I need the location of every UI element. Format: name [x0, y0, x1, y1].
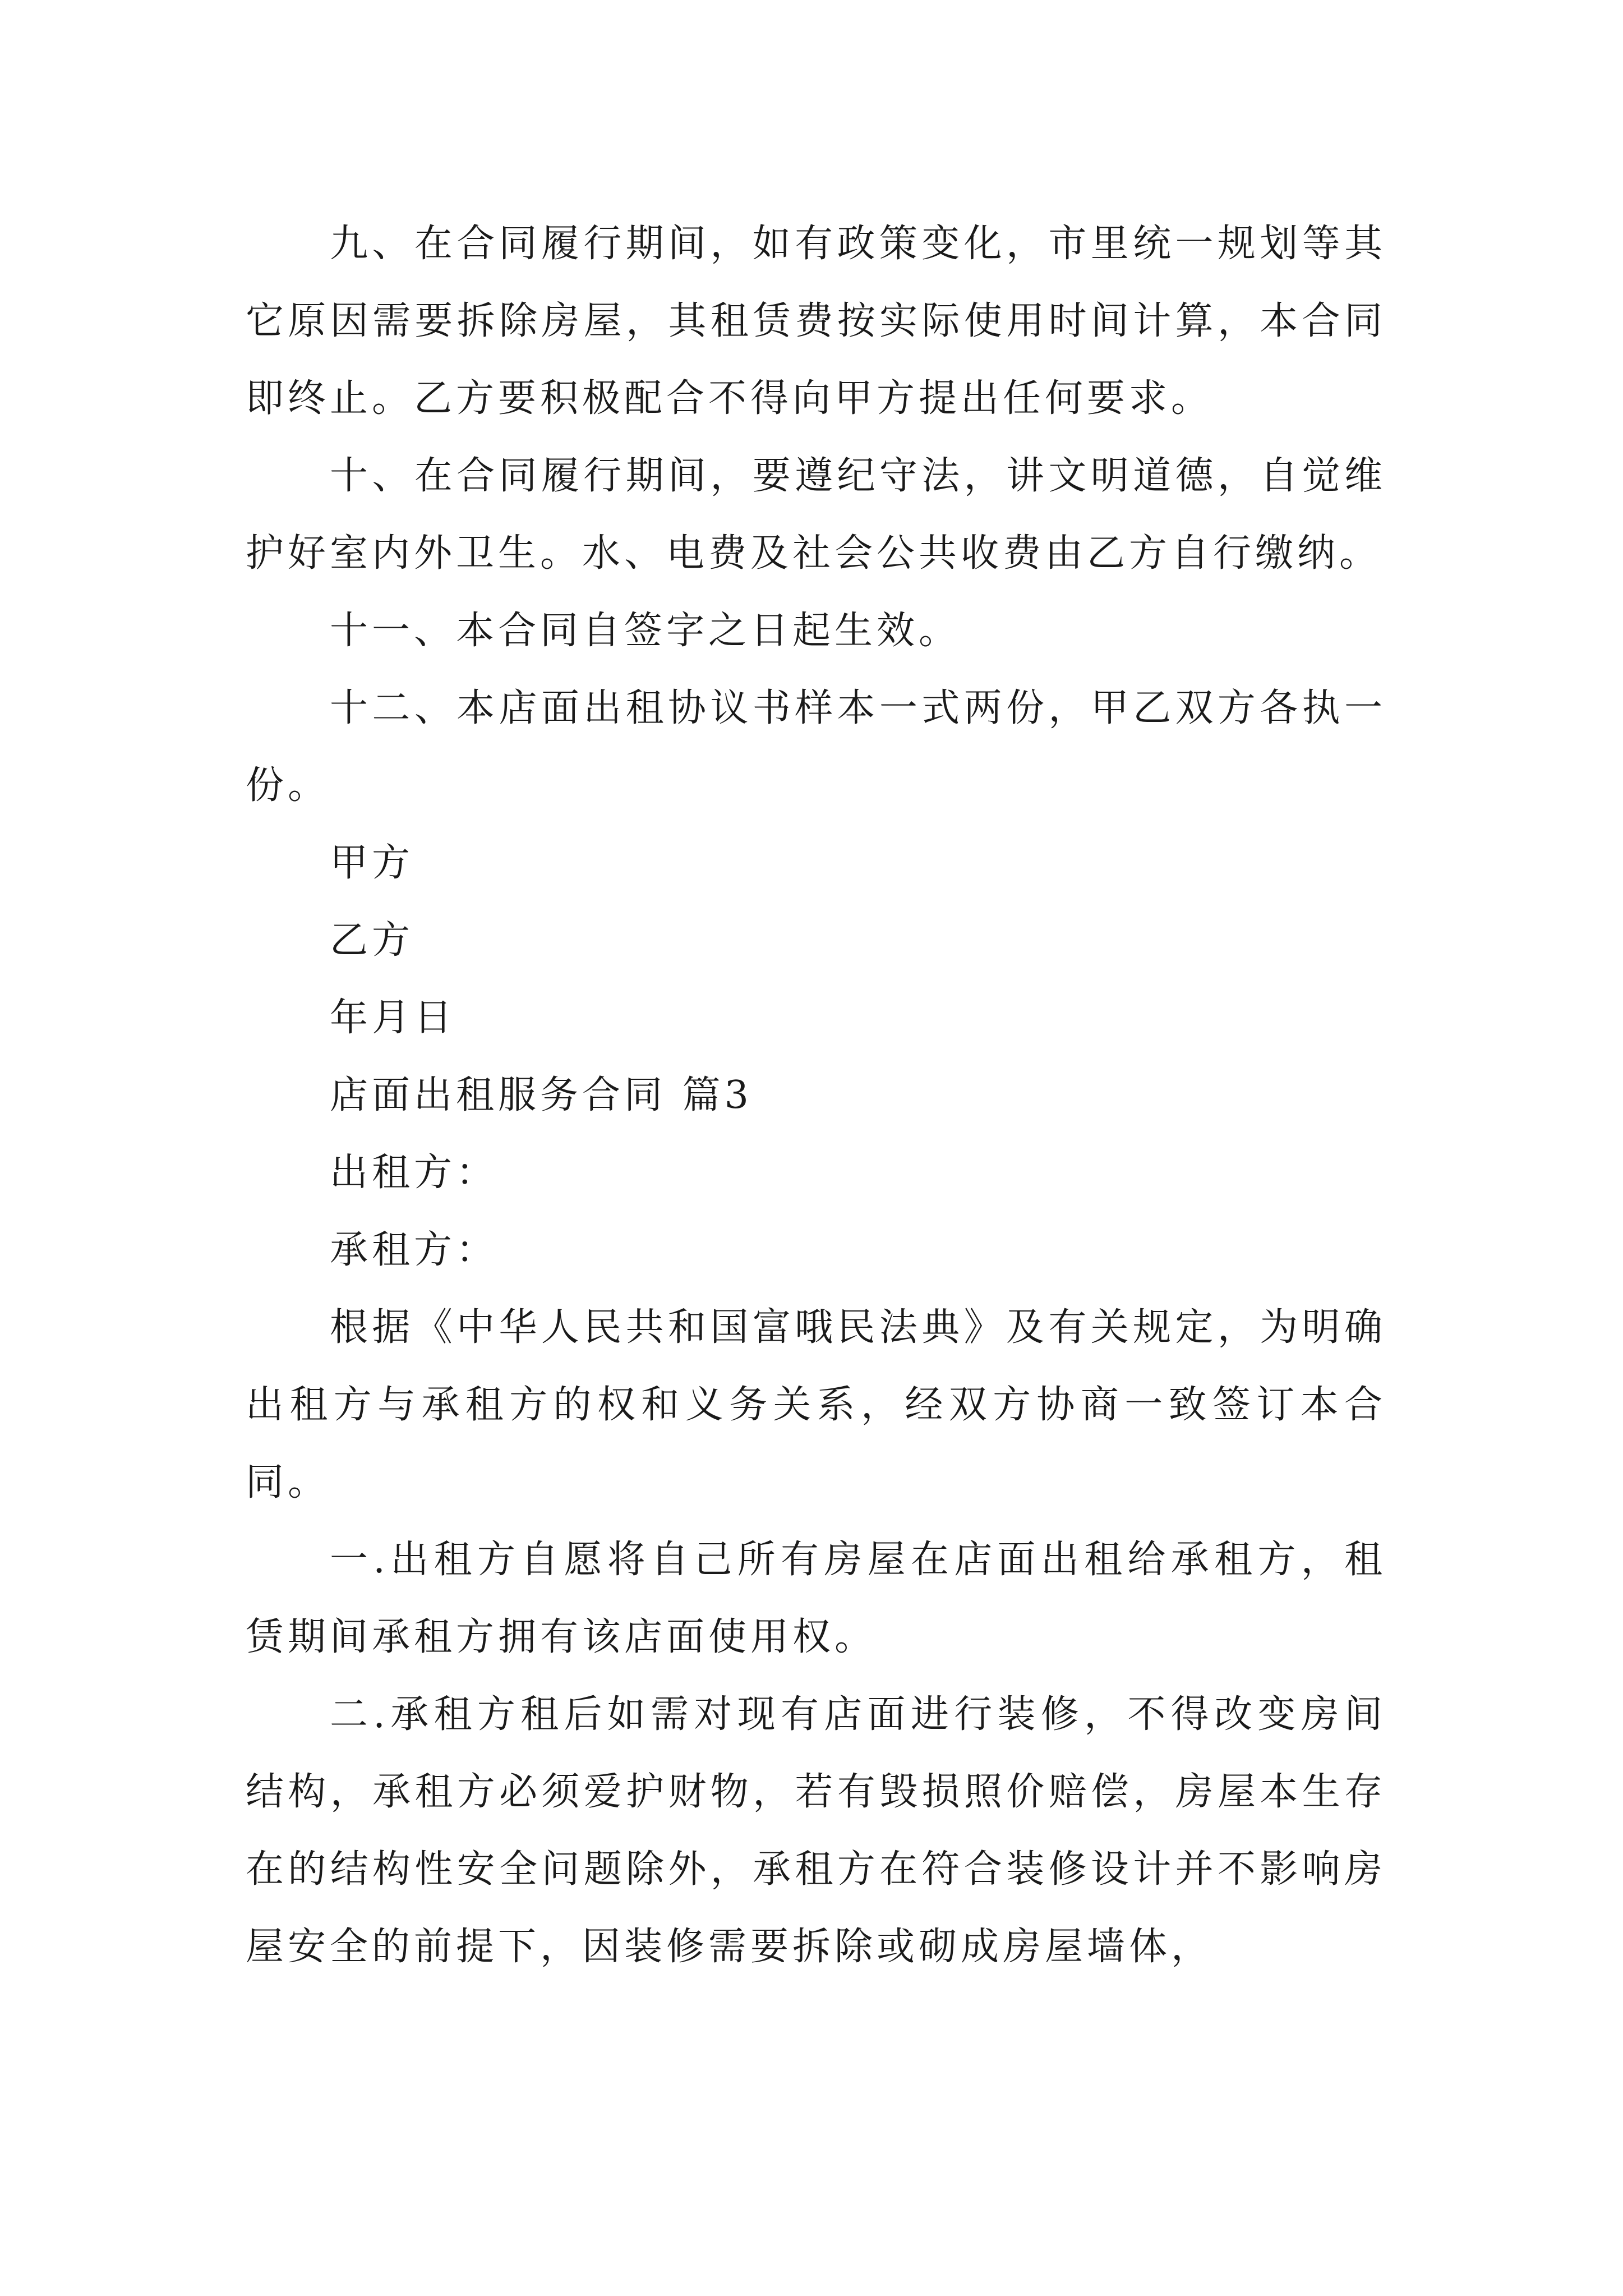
clause-12: 十二、本店面出租协议书样本一式两份，甲乙双方各执一份。: [246, 686, 1386, 808]
clause-10: 十、在合同履行期间，要遵纪守法，讲文明道德，自觉维护好室内外卫生。水、电费及社会公共收费由乙方自行缴纳。: [246, 454, 1386, 576]
lessee-line: 承租方：: [330, 1228, 499, 1272]
party-b-signature-line: 乙方: [330, 918, 414, 963]
clause-9: 九、在合同履行期间，如有政策变化，市里统一规划等其它原因需要拆除房屋，其租赁费按实际使用时间计算，本合同即终止。乙方要积极配合不得向甲方提出任何要求。: [246, 222, 1386, 421]
party-a-signature-line: 甲方: [330, 841, 414, 885]
clause-11: 十一、本合同自签字之日起生效。: [330, 609, 961, 653]
article-2: 二.承租方租后如需对现有店面进行装修，不得改变房间结构，承租方必须爱护财物，若有毁损照价赔偿，房屋本生存在的结构性安全问题除外，承租方在符合装修设计并不影响房屋安全的前提下，因装修需要拆除或砌成房屋墙体，: [246, 1692, 1386, 1969]
preamble: 根据《中华人民共和国富哦民法典》及有关规定，为明确出租方与承租方的权和义务关系，经双方协商一致签订本合同。: [246, 1305, 1386, 1504]
lessor-line: 出租方：: [330, 1151, 499, 1195]
document-body: [246, 205, 1386, 1986]
article-1: 一.出租方自愿将自己所有房屋在店面出租给承租方，租赁期间承租方拥有该店面使用权。: [246, 1538, 1386, 1659]
date-line: 年月日: [330, 996, 457, 1040]
section-title: 店面出租服务合同 篇3: [330, 1073, 753, 1117]
